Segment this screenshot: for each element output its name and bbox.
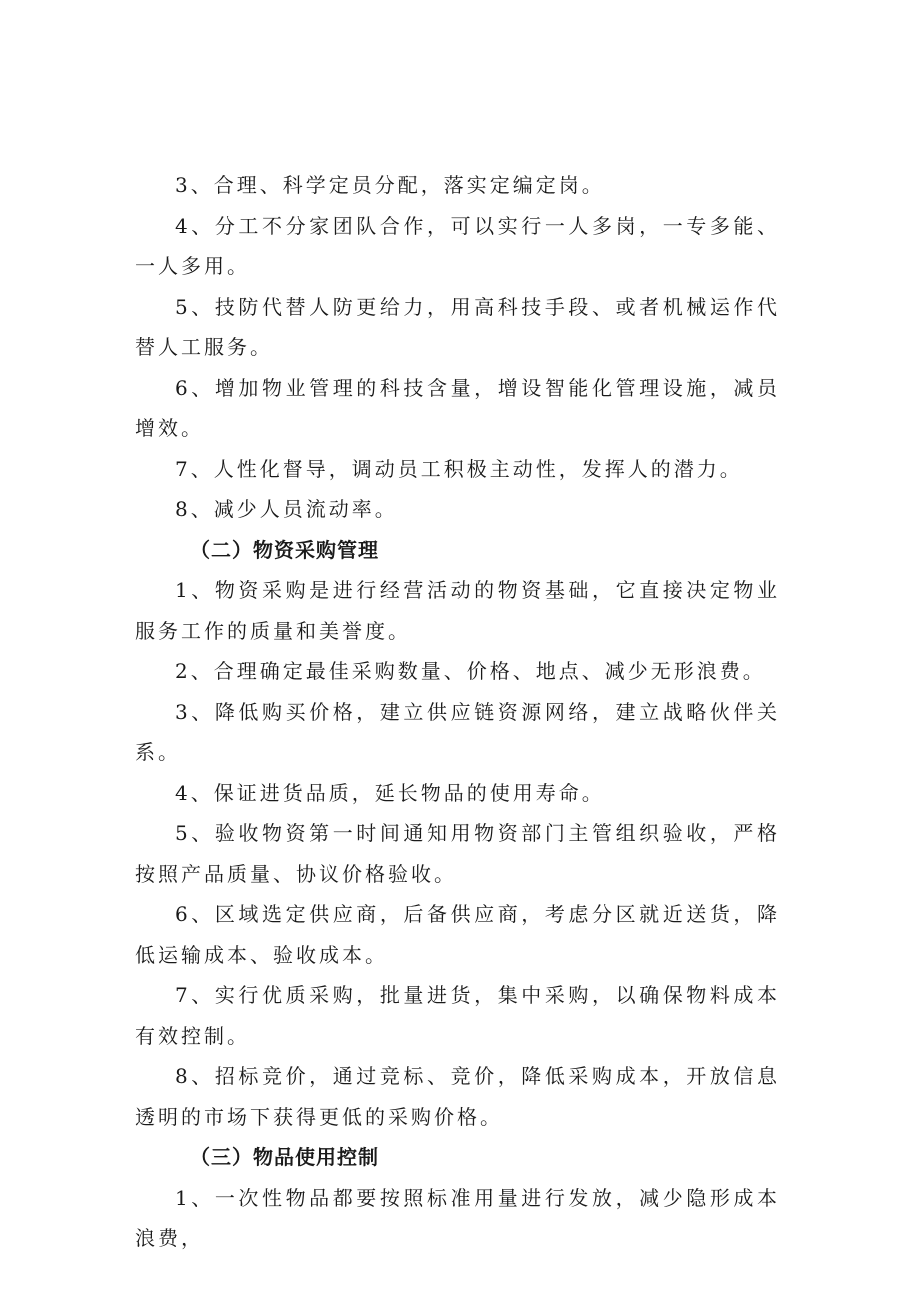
paragraph-procurement-2: 2、合理确定最佳采购数量、价格、地点、减少无形浪费。: [175, 659, 766, 683]
paragraph-procurement-4: 4、保证进货品质，延长物品的使用寿命。: [175, 780, 605, 805]
paragraph-staffing-4: 4、分工不分家团队合作，可以实行一人多岗，一专多能、一人多用。: [135, 213, 780, 278]
paragraph-procurement-6: 6、区域选定供应商，后备供应商，考虑分区就近送货，降低运输成本、验收成本。: [135, 902, 780, 967]
paragraph-procurement-5: 5、验收物资第一时间通知用物资部门主管组织验收，严格按照产品质量、协议价格验收。: [135, 821, 780, 886]
paragraph-staffing-5: 5、技防代替人防更给力，用高科技手段、或者机械运作代替人工服务。: [135, 294, 780, 359]
paragraph-procurement-7: 7、实行优质采购，批量进货，集中采购，以确保物料成本有效控制。: [135, 983, 780, 1048]
paragraph-staffing-6: 6、增加物业管理的科技含量，增设智能化管理设施，减员增效。: [135, 375, 780, 440]
paragraph-staffing-8: 8、减少人员流动率。: [175, 497, 398, 521]
section-heading-usage-control: （三）物品使用控制: [190, 1145, 379, 1169]
paragraph-staffing-7: 7、人性化督导，调动员工积极主动性，发挥人的潜力。: [175, 456, 743, 481]
paragraph-usage-1: 1、一次性物品都要按照标准用量进行发放，减少隐形成本浪费，: [135, 1185, 780, 1250]
paragraph-procurement-3: 3、降低购买价格，建立供应链资源网络，建立战略伙伴关系。: [135, 699, 780, 764]
paragraph-procurement-1: 1、物资采购是进行经营活动的物资基础，它直接决定物业服务工作的质量和美誉度。: [135, 578, 780, 643]
document-body: [135, 165, 780, 1259]
paragraph-procurement-8: 8、招标竞价，通过竞标、竞价，降低采购成本，开放信息透明的市场下获得更低的采购价格。: [135, 1064, 780, 1129]
paragraph-staffing-3: 3、合理、科学定员分配，落实定编定岗。: [175, 173, 605, 197]
section-heading-procurement: （二）物资采购管理: [190, 537, 379, 562]
